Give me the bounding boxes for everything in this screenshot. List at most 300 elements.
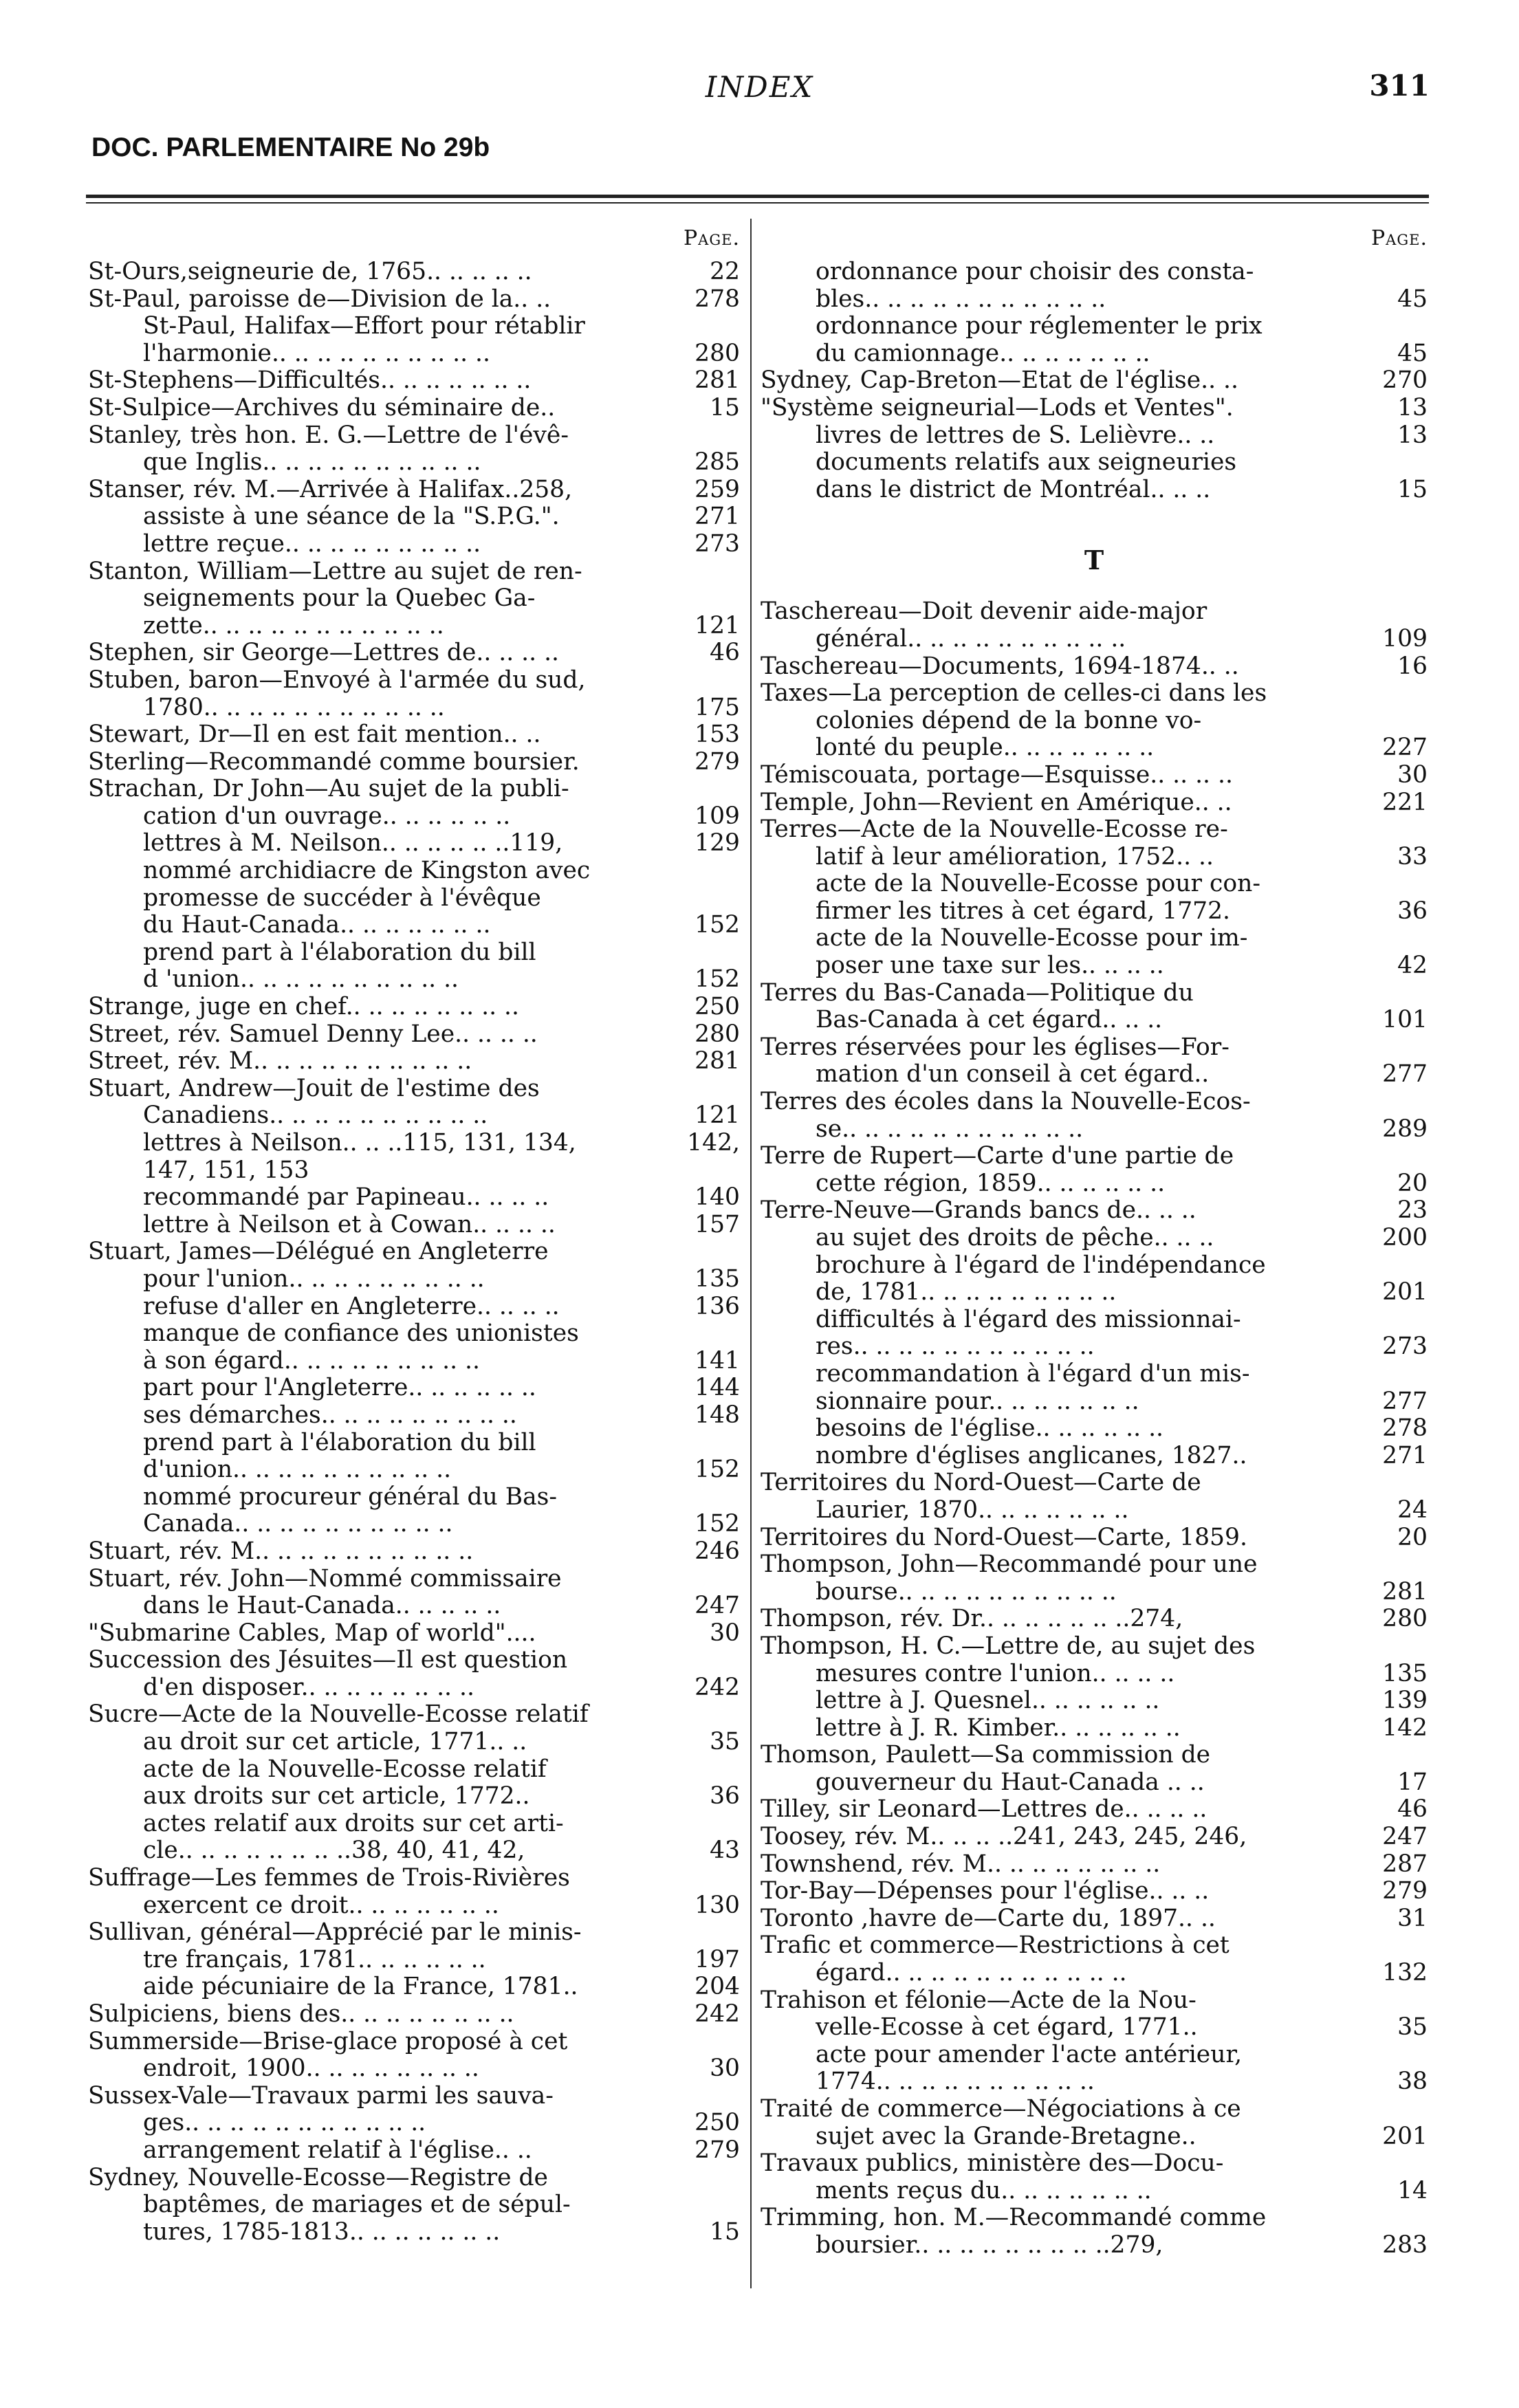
- index-line-page: 279: [1382, 1877, 1428, 1905]
- index-line-text: d'union.. .. .. .. .. .. .. .. .. ..: [143, 1456, 452, 1484]
- index-line-text: acte pour amender l'acte antérieur,: [816, 2041, 1243, 2068]
- index-line-text: général.. .. .. .. .. .. .. .. .. ..: [816, 625, 1126, 653]
- index-line-page: 157: [695, 1210, 740, 1238]
- index-line-page: 242: [695, 2000, 740, 2028]
- index-line-text: Taschereau—Doit devenir aide-major: [761, 598, 1207, 626]
- index-line-page: 140: [695, 1183, 740, 1212]
- index-line: [761, 1796, 1428, 1824]
- index-line: [88, 1102, 740, 1130]
- index-line: [761, 1851, 1428, 1879]
- index-line: [88, 531, 740, 558]
- index-line-text: exercent ce droit.. .. .. .. .. .. ..: [143, 1892, 499, 1919]
- index-line-text: Townshend, rév. M.. .. .. .. .. .. .. ..: [761, 1850, 1161, 1878]
- running-title: INDEX: [705, 70, 814, 104]
- index-line-text: Laurier, 1870.. .. .. .. .. .. ..: [816, 1496, 1129, 1524]
- index-line-page: 15: [710, 393, 740, 422]
- index-line-page: 13: [1397, 421, 1428, 449]
- index-line-page: 273: [1382, 1333, 1428, 1361]
- header-rule-thin: [86, 202, 1429, 204]
- index-line-page: 135: [695, 1265, 740, 1293]
- index-line-page: 152: [695, 965, 740, 994]
- index-line: [761, 871, 1428, 898]
- index-line-text: 147, 151, 153: [143, 1157, 309, 1184]
- index-line-text: Territoires du Nord-Ouest—Carte de: [761, 1469, 1201, 1497]
- index-line-text: Street, rév. Samuel Denny Lee.. .. .. ..: [88, 1020, 538, 1048]
- index-line: [88, 1892, 740, 1920]
- index-line: [761, 1661, 1428, 1688]
- index-line-text: Strange, juge en chef.. .. .. .. .. .. .. ..: [88, 994, 519, 1021]
- index-line-text: aux droits sur cet article, 1772..: [143, 1783, 530, 1810]
- index-line-text: ges.. .. .. .. .. .. .. .. .. .. ..: [143, 2110, 426, 2137]
- index-line: [88, 2137, 740, 2165]
- index-line-page: 247: [695, 1592, 740, 1620]
- index-line: [761, 1606, 1428, 1633]
- index-line: [88, 1348, 740, 1375]
- index-line: [761, 1333, 1428, 1361]
- index-line-text: prend part à l'élaboration du bill: [143, 1429, 536, 1456]
- index-line-page: 132: [1382, 1959, 1428, 1987]
- index-line: [761, 1551, 1428, 1579]
- page-header: [0, 0, 1519, 206]
- index-line: [761, 1088, 1428, 1116]
- index-line: [88, 721, 740, 749]
- index-line-page: 152: [695, 1510, 740, 1538]
- index-line-text: Sydney, Nouvelle-Ecosse—Registre de: [88, 2164, 548, 2191]
- index-line-text: Strachan, Dr John—Au sujet de la publi-: [88, 776, 569, 803]
- index-line: [761, 1197, 1428, 1225]
- index-line: [761, 2014, 1428, 2042]
- index-line: [88, 1729, 740, 1756]
- index-line: [88, 449, 740, 477]
- index-line-text: Toosey, rév. M.. .. .. ..241, 243, 245, 246,: [761, 1824, 1247, 1851]
- index-line: [88, 2055, 740, 2083]
- index-line: [88, 1484, 740, 1511]
- index-line-text: tre français, 1781.. .. .. .. .. ..: [143, 1946, 486, 1973]
- index-line-page: 135: [1382, 1659, 1428, 1687]
- index-line: [761, 1769, 1428, 1797]
- index-line-text: Thompson, H. C.—Lettre de, au sujet des: [761, 1632, 1256, 1660]
- index-line: [88, 422, 740, 450]
- index-line: [88, 1212, 740, 1239]
- index-line-text: lonté du peuple.. .. .. .. .. .. ..: [816, 734, 1155, 762]
- index-line-text: Trafic et commerce—Restrictions à cet: [761, 1932, 1230, 1960]
- index-line: [88, 803, 740, 831]
- index-line-page: 16: [1397, 652, 1428, 680]
- index-line-page: 109: [695, 802, 740, 830]
- index-line: [761, 2178, 1428, 2205]
- section-spacer: [761, 503, 1428, 536]
- index-line-page: 277: [1382, 1387, 1428, 1415]
- index-line: [761, 2204, 1428, 2232]
- index-line-text: firmer les titres à cet égard, 1772.: [816, 897, 1231, 925]
- left-column: [88, 219, 740, 2246]
- index-line: [88, 613, 740, 640]
- index-line-page: 141: [695, 1346, 740, 1375]
- index-line-page: 279: [695, 747, 740, 776]
- index-line-text: nommé procureur général du Bas-: [143, 1483, 558, 1511]
- index-line-page: 129: [695, 829, 740, 857]
- index-line: [761, 313, 1428, 340]
- index-line-text: Thompson, John—Recommandé pour une: [761, 1551, 1258, 1579]
- index-line-text: Taxes—La perception de celles-ci dans les: [761, 680, 1267, 708]
- index-line-text: St-Ours,seigneurie de, 1765.. .. .. .. ..: [88, 259, 532, 285]
- index-line: [761, 477, 1428, 504]
- index-line: [88, 1130, 740, 1157]
- index-line: [761, 1225, 1428, 1252]
- index-line: [88, 694, 740, 722]
- index-line-text: 1780.. .. .. .. .. .. .. .. .. .. ..: [143, 694, 445, 721]
- index-line: [88, 1048, 740, 1075]
- index-line-page: 46: [710, 639, 740, 667]
- index-line: [88, 1075, 740, 1103]
- index-line: [761, 1715, 1428, 1742]
- index-line: [88, 994, 740, 1021]
- index-line: [761, 1987, 1428, 2015]
- index-line-page: 15: [710, 2218, 740, 2246]
- index-line-text: poser une taxe sur les.. .. .. ..: [816, 952, 1164, 980]
- index-line-text: Terre-Neuve—Grands bancs de.. .. ..: [761, 1197, 1196, 1225]
- index-line: [88, 857, 740, 885]
- index-line: [761, 1007, 1428, 1034]
- index-line-page: 246: [695, 1537, 740, 1565]
- index-line-page: 142,: [687, 1129, 740, 1157]
- index-line-page: 250: [695, 2109, 740, 2137]
- index-line-page: 121: [695, 1102, 740, 1130]
- index-line: [761, 598, 1428, 626]
- index-line: [761, 395, 1428, 422]
- index-line-page: 14: [1397, 2176, 1428, 2204]
- index-line: [761, 286, 1428, 314]
- index-line-text: "Submarine Cables, Map of world"....: [88, 1619, 536, 1647]
- right-column: [761, 219, 1428, 2259]
- right-t-entry-list: [761, 598, 1428, 2259]
- index-line: [88, 1783, 740, 1810]
- index-line-page: 45: [1397, 339, 1428, 367]
- index-line-page: 280: [695, 1020, 740, 1048]
- index-line: [88, 939, 740, 967]
- index-line-text: Sucre—Acte de la Nouvelle-Ecosse relatif: [88, 1701, 589, 1729]
- index-line-page: 20: [1397, 1523, 1428, 1551]
- index-line: [88, 749, 740, 776]
- index-line-text: Stuart, rév. M.. .. .. .. .. .. .. .. .. ..: [88, 1537, 474, 1565]
- index-line-page: 35: [710, 1728, 740, 1756]
- index-line: [88, 1184, 740, 1212]
- index-line: [761, 2042, 1428, 2069]
- index-line: [88, 313, 740, 340]
- index-line: [88, 2191, 740, 2219]
- index-line-page: 201: [1382, 2122, 1428, 2150]
- index-line-text: Taschereau—Documents, 1694-1874.. ..: [761, 653, 1239, 680]
- index-line: [88, 667, 740, 694]
- index-line-text: Trahison et félonie—Acte de la Nou-: [761, 1986, 1196, 2014]
- index-line-text: d 'union.. .. .. .. .. .. .. .. .. ..: [143, 966, 459, 994]
- index-line: [761, 1252, 1428, 1280]
- index-line-page: 38: [1397, 2068, 1428, 2096]
- index-line-text: seignements pour la Quebec Ga-: [143, 585, 536, 613]
- page-column-heading-right: Page.: [1371, 226, 1428, 250]
- index-line-text: bles.. .. .. .. .. .. .. .. .. .. ..: [816, 285, 1106, 313]
- index-line-text: Bas-Canada à cet égard.. .. ..: [816, 1007, 1163, 1034]
- index-line-text: Thomson, Paulett—Sa commission de: [761, 1742, 1211, 1769]
- index-line-page: 280: [695, 339, 740, 367]
- index-line: [88, 1701, 740, 1729]
- index-line: [88, 558, 740, 586]
- index-line-text: St-Sulpice—Archives du séminaire de..: [88, 394, 556, 422]
- index-line-page: 278: [1382, 1414, 1428, 1443]
- right-top-entry-list: [761, 259, 1428, 503]
- index-line: [88, 1266, 740, 1293]
- index-line: [761, 2150, 1428, 2178]
- index-line-page: 148: [695, 1401, 740, 1429]
- index-line-text: cation d'un ouvrage.. .. .. .. .. ..: [143, 802, 511, 830]
- index-line-page: 287: [1382, 1850, 1428, 1878]
- index-line: [761, 1361, 1428, 1388]
- index-line-page: 273: [695, 529, 740, 558]
- index-line-page: 152: [695, 911, 740, 939]
- index-line-page: 17: [1397, 1768, 1428, 1796]
- index-line-page: 30: [710, 1619, 740, 1647]
- index-line: [88, 2001, 740, 2028]
- index-line-page: 136: [695, 1292, 740, 1320]
- index-line-text: St-Paul, Halifax—Effort pour rétablir: [143, 313, 585, 340]
- index-line-text: que Inglis.. .. .. .. .. .. .. .. .. ..: [143, 449, 481, 477]
- index-line-page: 31: [1397, 1904, 1428, 1932]
- index-line: [761, 653, 1428, 681]
- index-line-page: 289: [1382, 1115, 1428, 1143]
- index-line-text: Stanser, rév. M.—Arrivée à Halifax..258,: [88, 476, 573, 503]
- index-line-text: Sydney, Cap-Breton—Etat de l'église.. ..: [761, 367, 1238, 395]
- index-line-text: Trimming, hon. M.—Recommandé comme: [761, 2204, 1267, 2232]
- index-line-text: Terres du Bas-Canada—Politique du: [761, 979, 1194, 1007]
- index-line-page: 45: [1397, 285, 1428, 313]
- index-line-text: Sulpiciens, biens des.. .. .. .. .. .. .. ..: [88, 2001, 514, 2028]
- index-line: [761, 980, 1428, 1007]
- index-line: [88, 340, 740, 368]
- index-line: [88, 1157, 740, 1185]
- index-line: [88, 1402, 740, 1430]
- index-line-page: 281: [695, 1047, 740, 1075]
- index-line-page: 280: [1382, 1605, 1428, 1633]
- index-line-page: 121: [695, 611, 740, 639]
- index-line-text: mesures contre l'union.. .. .. ..: [816, 1660, 1175, 1687]
- index-line-page: 197: [695, 1945, 740, 1973]
- index-line: [761, 925, 1428, 952]
- index-line: [88, 776, 740, 803]
- index-line-text: Thompson, rév. Dr.. .. .. .. .. .. ..274,: [761, 1606, 1183, 1633]
- index-line: [88, 1021, 740, 1049]
- index-line-page: 278: [695, 285, 740, 313]
- index-line: [88, 1375, 740, 1402]
- index-line: [88, 2083, 740, 2110]
- index-line-text: St-Stephens—Difficultés.. .. .. .. .. .. ..: [88, 367, 532, 395]
- index-line: [761, 1415, 1428, 1443]
- index-line-text: manque de confiance des unionistes: [143, 1320, 579, 1348]
- index-line-text: ments reçus du.. .. .. .. .. .. ..: [816, 2177, 1152, 2204]
- index-line-text: lettre à Neilson et à Cowan.. .. .. ..: [143, 1211, 556, 1238]
- section-spacer-small: [761, 584, 1428, 598]
- index-line: [761, 1878, 1428, 1905]
- index-line: [761, 2068, 1428, 2096]
- index-line-text: pour l'union.. .. .. .. .. .. .. .. ..: [143, 1265, 485, 1293]
- index-line: [88, 1973, 740, 2001]
- index-line-text: nommé archidiacre de Kingston avec: [143, 857, 591, 885]
- index-line-text: Canadiens.. .. .. .. .. .. .. .. .. ..: [143, 1102, 488, 1130]
- index-line: [761, 1687, 1428, 1715]
- index-line: [761, 844, 1428, 871]
- index-line-page: 109: [1382, 624, 1428, 653]
- index-line: [88, 885, 740, 912]
- index-line-page: 247: [1382, 1823, 1428, 1851]
- index-line: [761, 734, 1428, 762]
- index-line-text: sujet avec la Grande-Bretagne..: [816, 2123, 1196, 2150]
- index-line: [761, 1633, 1428, 1661]
- index-line-text: de, 1781.. .. .. .. .. .. .. .. ..: [816, 1279, 1117, 1306]
- index-line-page: 204: [695, 1973, 740, 2001]
- index-line-text: gouverneur du Haut-Canada .. ..: [816, 1769, 1205, 1796]
- index-line-text: égard.. .. .. .. .. .. .. .. .. .. ..: [816, 1960, 1127, 1987]
- index-line-page: 13: [1397, 393, 1428, 422]
- index-line-text: Canada.. .. .. .. .. .. .. .. .. ..: [143, 1511, 453, 1538]
- index-line-text: St-Paul, paroisse de—Division de la.. ..: [88, 285, 551, 313]
- index-line-text: lettres à Neilson.. .. ..115, 131, 134,: [143, 1130, 576, 1157]
- index-line-page: 23: [1397, 1196, 1428, 1225]
- index-line-page: 283: [1382, 2231, 1428, 2259]
- index-line: [88, 2165, 740, 2192]
- index-line-text: Stuart, Andrew—Jouit de l'estime des: [88, 1075, 540, 1102]
- column-divider: [750, 219, 752, 2288]
- index-line: [761, 1579, 1428, 1606]
- index-line: [761, 1034, 1428, 1062]
- index-line-text: ses démarches.. .. .. .. .. .. .. .. ..: [143, 1401, 517, 1429]
- index-line-text: du Haut-Canada.. .. .. .. .. .. ..: [143, 912, 491, 939]
- index-line: [761, 626, 1428, 653]
- index-line-page: 30: [710, 2055, 740, 2083]
- index-line-text: Terres—Acte de la Nouvelle-Ecosse re-: [761, 816, 1228, 844]
- index-line-text: cette région, 1859.. .. .. .. .. ..: [816, 1170, 1166, 1197]
- index-line-text: Temple, John—Revient en Amérique.. ..: [761, 789, 1232, 816]
- index-line-page: 281: [695, 366, 740, 395]
- index-line-text: Tilley, sir Leonard—Lettres de.. .. .. ..: [761, 1796, 1207, 1824]
- index-line: [761, 1306, 1428, 1334]
- index-line: [88, 830, 740, 857]
- header-rule-thick: [86, 195, 1429, 198]
- index-line-text: latif à leur amélioration, 1752.. ..: [816, 843, 1214, 871]
- index-line-text: au sujet des droits de pêche.. .. ..: [816, 1225, 1214, 1251]
- section-letter: T: [1084, 545, 1104, 576]
- index-line: [88, 2219, 740, 2246]
- index-line: [761, 2123, 1428, 2151]
- index-line-page: 270: [1382, 366, 1428, 395]
- index-line: [761, 680, 1428, 708]
- index-line: [88, 1865, 740, 1892]
- index-line: [761, 708, 1428, 735]
- index-line-page: 144: [695, 1374, 740, 1402]
- index-line-text: cle.. .. .. .. .. .. .. ..38, 40, 41, 42,: [143, 1837, 525, 1865]
- index-line: [88, 1566, 740, 1593]
- index-line-text: aide pécuniaire de la France, 1781..: [143, 1973, 578, 2001]
- index-line: [88, 477, 740, 504]
- index-line: [88, 1919, 740, 1947]
- index-line: [88, 367, 740, 395]
- index-line-page: 33: [1397, 842, 1428, 871]
- index-line: [761, 1932, 1428, 1960]
- index-line-text: Succession des Jésuites—Il est question: [88, 1647, 568, 1674]
- index-line-text: Summerside—Brise-glace proposé à cet: [88, 2028, 568, 2055]
- index-line: [761, 1279, 1428, 1306]
- index-line-text: Sullivan, général—Apprécié par le minis-: [88, 1919, 582, 1947]
- index-line-text: prend part à l'élaboration du bill: [143, 939, 536, 966]
- index-line-text: difficultés à l'égard des missionnai-: [816, 1306, 1241, 1333]
- index-line-text: boursier.. .. .. .. .. .. .. .. ..279,: [816, 2231, 1163, 2259]
- index-line-text: zette.. .. .. .. .. .. .. .. .. .. ..: [143, 612, 444, 639]
- index-line-page: 30: [1397, 760, 1428, 789]
- index-line-page: 271: [695, 503, 740, 531]
- index-line-text: au droit sur cet article, 1771.. ..: [143, 1729, 527, 1756]
- index-line-page: 130: [695, 1891, 740, 1919]
- index-line: [88, 1538, 740, 1566]
- index-line-page: 227: [1382, 734, 1428, 762]
- index-line-text: Traité de commerce—Négociations à ce: [761, 2096, 1241, 2123]
- index-line: [88, 395, 740, 422]
- index-line-text: Sterling—Recommandé comme boursier.: [88, 748, 580, 776]
- index-line-text: Terres réservées pour les églises—For-: [761, 1033, 1230, 1061]
- index-line-page: 42: [1397, 952, 1428, 980]
- index-line-text: Tor-Bay—Dépenses pour l'église.. .. ..: [761, 1878, 1210, 1905]
- index-line: [88, 1293, 740, 1321]
- index-line: [88, 1810, 740, 1838]
- left-entry-list: [88, 259, 740, 2246]
- index-line-page: 20: [1397, 1169, 1428, 1197]
- index-line: [761, 1388, 1428, 1416]
- index-line: [761, 2232, 1428, 2259]
- index-line-page: 277: [1382, 1060, 1428, 1088]
- index-line-text: dans le Haut-Canada.. .. .. .. ..: [143, 1592, 501, 1620]
- index-line-text: ordonnance pour choisir des consta-: [816, 259, 1254, 285]
- index-line: [88, 1592, 740, 1620]
- index-line-text: ordonnance pour réglementer le prix: [816, 313, 1263, 340]
- index-line-page: 200: [1382, 1224, 1428, 1251]
- index-line-text: nombre d'églises anglicanes, 1827..: [816, 1442, 1247, 1469]
- index-line: [761, 1170, 1428, 1198]
- index-line-text: Terres des écoles dans la Nouvelle-Ecos-: [761, 1088, 1251, 1116]
- index-line-text: Street, rév. M.. .. .. .. .. .. .. .. .. ..: [88, 1048, 472, 1075]
- index-line-page: 271: [1382, 1441, 1428, 1469]
- index-line: [88, 259, 740, 286]
- index-line: [761, 1905, 1428, 1933]
- index-line-text: lettre reçue.. .. .. .. .. .. .. .. ..: [143, 530, 481, 558]
- index-line-page: 43: [710, 1837, 740, 1865]
- index-line: [88, 1947, 740, 1974]
- index-line: [88, 503, 740, 531]
- index-line-text: promesse de succéder à l'évêque: [143, 884, 541, 912]
- index-line-text: refuse d'aller en Angleterre.. .. .. ..: [143, 1293, 560, 1320]
- index-line-page: 175: [695, 693, 740, 721]
- index-line-page: 15: [1397, 475, 1428, 503]
- index-line-page: 36: [710, 1782, 740, 1810]
- index-line: [761, 762, 1428, 789]
- index-line-text: documents relatifs aux seigneuries: [816, 449, 1237, 477]
- index-line-text: Suffrage—Les femmes de Trois-Rivières: [88, 1865, 570, 1892]
- index-line-text: tures, 1785-1813.. .. .. .. .. .. ..: [143, 2218, 501, 2246]
- index-line-text: actes relatif aux droits sur cet arti-: [143, 1810, 564, 1837]
- index-line: [88, 1320, 740, 1348]
- index-line-text: recommandé par Papineau.. .. .. ..: [143, 1184, 549, 1212]
- index-line-text: Stuart, James—Délégué en Angleterre: [88, 1238, 549, 1266]
- index-line-text: besoins de l'église.. .. .. .. .. ..: [816, 1415, 1164, 1443]
- index-line-text: lettres à M. Neilson.. .. .. .. .. ..119,: [143, 830, 563, 857]
- index-line: [88, 1511, 740, 1538]
- index-line-page: 35: [1397, 2013, 1428, 2042]
